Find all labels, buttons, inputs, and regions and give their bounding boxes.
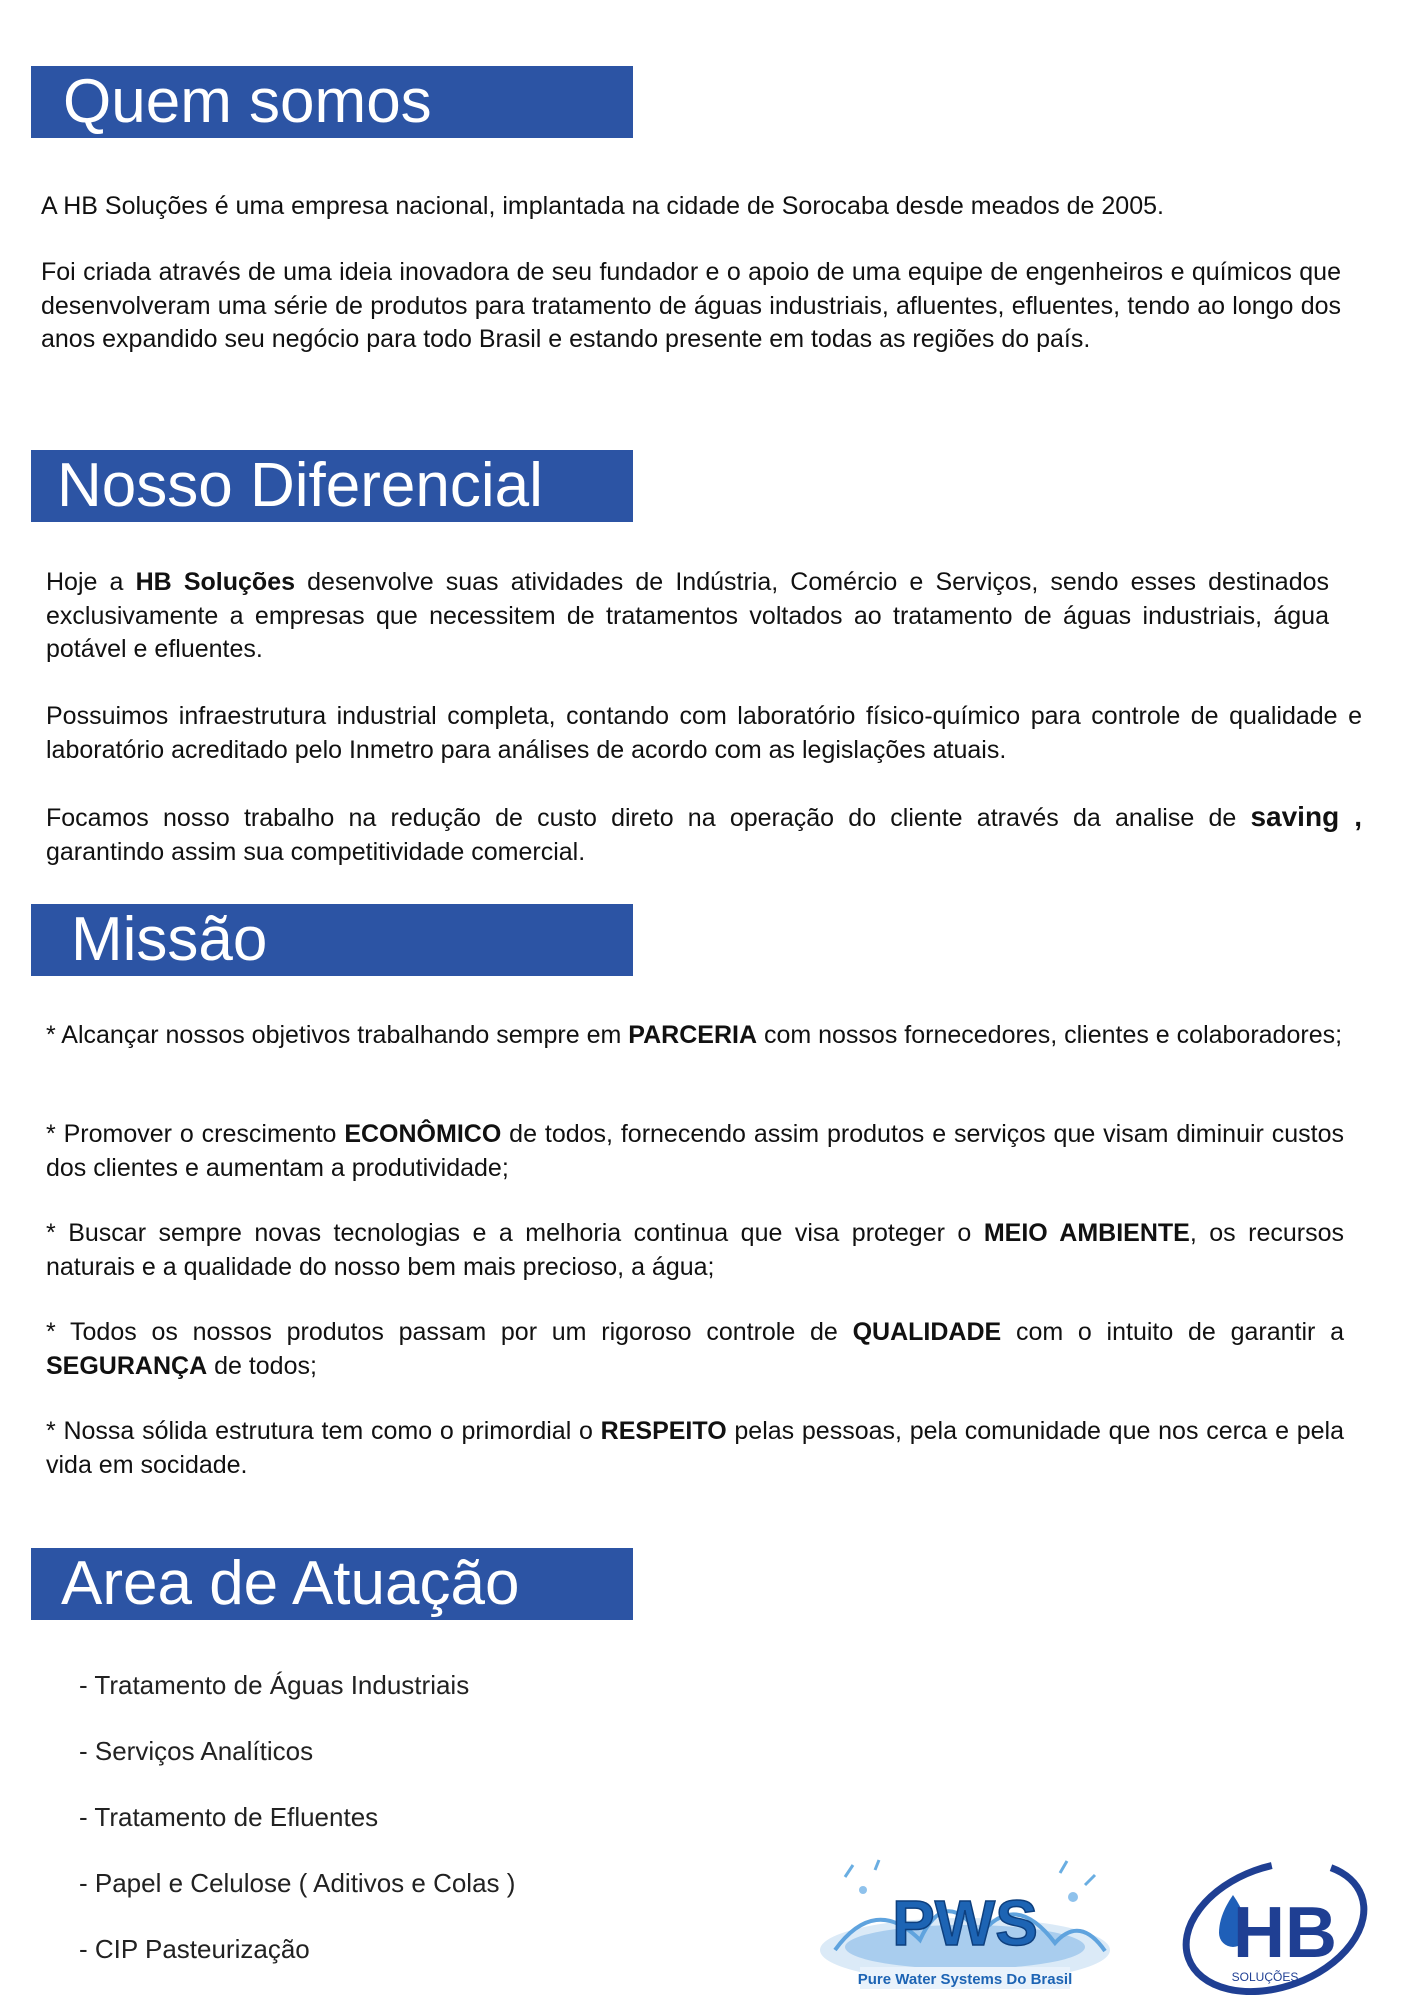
area-item-cip-pasteurizacao: - CIP Pasteurização	[79, 1934, 310, 1964]
missao-item-3: * Buscar sempre novas tecnologias e a melhoria continua que visa proteger o MEIO AMBIENTE, os recursos naturais e a qualidade do nosso bem mais precioso, a água;	[46, 1219, 1345, 1281]
hb-logo	[1168, 1855, 1375, 1995]
section-title-area-de-atuacao: Area de Atuação	[31, 1548, 633, 1620]
area-item-efluentes: - Tratamento de Efluentes	[79, 1802, 379, 1832]
diferencial-paragraph-2: Possuimos infraestrutura industrial completa, contando com laboratório físico-químico para controle de qualidade e laboratório acreditado pelo Inmetro para análises de acordo com as legislações atuais.	[46, 702, 1362, 764]
pws-wordmark: PWS	[892, 1887, 1038, 1959]
section-title-nosso-diferencial: Nosso Diferencial	[31, 450, 633, 522]
area-item-servicos-analiticos: - Serviços Analíticos	[79, 1736, 314, 1766]
company-name-emphasis: HB Soluções	[135, 568, 295, 596]
diferencial-paragraph-3: Focamos nosso trabalho na redução de custo direto na operação do cliente através da analise de saving , garantindo assim sua competitividade comercial.	[46, 801, 1362, 866]
quem-somos-paragraph-2: Foi criada através de uma ideia inovadora de seu fundador e o apoio de uma equipe de engenheiros e químicos que desenvolveram uma série de produtos para tratamento de águas industriais, afluentes, efluentes, tendo ao longo dos anos expandido seu negócio para todo Brasil e estando presente em todas as regiões do país.	[41, 258, 1341, 353]
missao-item-1: * Alcançar nossos objetivos trabalhando sempre em PARCERIA com nossos fornecedores, clientes e colaboradores;	[46, 1021, 1343, 1049]
hb-wordmark: HB	[1233, 1893, 1337, 1973]
quem-somos-paragraph-1: A HB Soluções é uma empresa nacional, implantada na cidade de Sorocaba desde meados de 2005.	[41, 192, 1164, 220]
saving-emphasis: saving ,	[1250, 801, 1362, 832]
missao-item-2: * Promover o crescimento ECONÔMICO de todos, fornecendo assim produtos e serviços que visam diminuir custos dos clientes e aumentam a produtividade;	[46, 1120, 1344, 1182]
diferencial-paragraph-1: Hoje a HB Soluções desenvolve suas atividades de Indústria, Comércio e Serviços, sendo esses destinados exclusivamente a empresas que necessitem de tratamentos voltados ao tratamento de águas industriais, água potável e efluentes.	[46, 568, 1330, 663]
section-title-quem-somos: Quem somos	[31, 66, 633, 138]
hb-tagline: SOLUÇÕES	[1231, 1970, 1299, 1984]
area-item-aguas-industriais: - Tratamento de Águas Industriais	[79, 1670, 470, 1700]
missao-item-4: * Todos os nossos produtos passam por um rigoroso controle de QUALIDADE com o intuito de garantir a SEGURANÇA de todos;	[46, 1318, 1344, 1380]
area-item-papel-celulose: - Papel e Celulose ( Aditivos e Colas )	[79, 1868, 516, 1898]
pws-logo	[820, 1860, 1110, 1989]
pws-tagline: Pure Water Systems Do Brasil	[857, 1971, 1073, 1988]
partner-logos	[815, 1855, 1375, 1995]
missao-item-5: * Nossa sólida estrutura tem como o primordial o RESPEITO pelas pessoas, pela comunidade que nos cerca e pela vida em socidade.	[46, 1417, 1344, 1479]
section-title-missao: Missão	[31, 904, 633, 976]
